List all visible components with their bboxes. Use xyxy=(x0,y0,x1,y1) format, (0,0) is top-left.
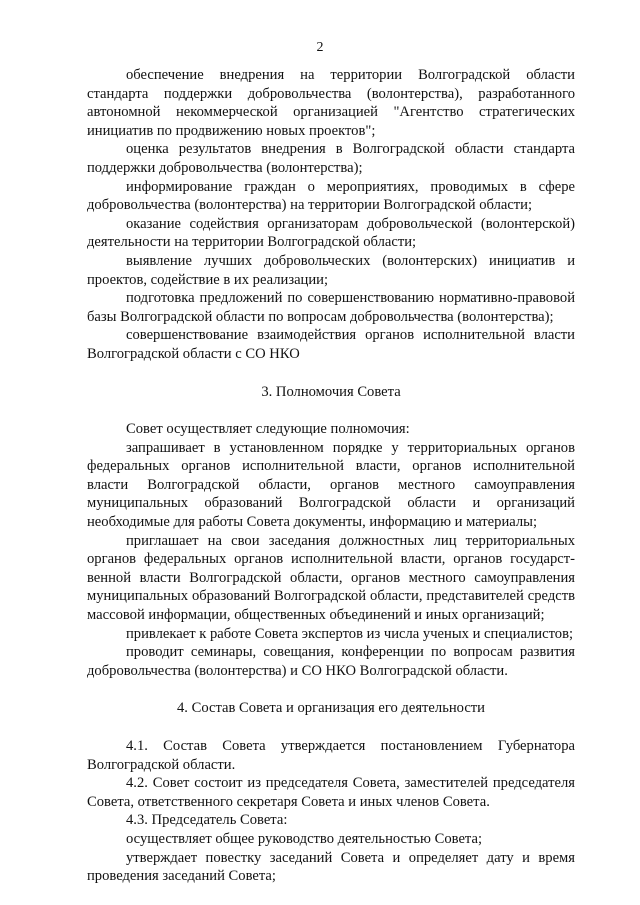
paragraph-intro-7: совершенствование взаимодействия органов исполнительной власти Волгоградской области с СО НКО xyxy=(87,327,575,362)
paragraph-intro-3: информирование граждан о мероприятиях, проводимых в сфере добровольчества (волонтерства) на территории Волгоградской области; xyxy=(87,178,575,214)
section-4-heading: 4. Состав Совета и организация его деятельности xyxy=(177,700,485,717)
section-3-heading: 3. Полномочия Совета xyxy=(261,383,401,400)
paragraph-intro-2: оценка результатов внедрения в Волгоградской области стандарта поддержки добровольчества (волонтерства); xyxy=(87,141,575,176)
paragraph-intro-6: подготовка предложений по совершенствованию нормативно-правовой базы Волгоградской области по вопросам добровольчества (волонтерства); xyxy=(87,290,575,325)
paragraph-intro-5: выявление лучших добровольческих (волонтерских) инициатив и проектов, содействие в их реализации; xyxy=(87,252,575,288)
section-4-paragraph-1: 4.1. Состав Совета утверждается постановлением Губернатора Волгоградской области. xyxy=(87,738,575,773)
page-number: 2 xyxy=(316,40,324,55)
section-4-paragraph-5: утверждает повестку заседаний Совета и определяет дату и время проведения заседаний Совета; xyxy=(87,849,575,885)
section-3-paragraph-4: привлекает к работе Совета экспертов из числа ученых и специалистов; xyxy=(126,625,574,642)
section-3-paragraph-3: приглашает на свои заседания должностных лиц территориальных органов федеральных органов исполнительной власти, органов государст-венной власти Волгоградской области, органов местного самоуправления муниципальных образований Волгоградской области, представителей средств массовой информации, общественных объединений и иных организаций; xyxy=(87,532,575,624)
section-4-paragraph-3: 4.3. Председатель Совета: xyxy=(126,812,288,829)
document-body xyxy=(87,66,575,886)
paragraph-intro-1: обеспечение внедрения на территории Волгоградской области стандарта поддержки добровольчества (волонтерства), разработанного автономной некоммерческой организацией "Агентство стратегических инициатив по продвижению новых проектов"; xyxy=(87,67,575,139)
section-4-paragraph-2: 4.2. Совет состоит из председателя Совета, заместителей председателя Совета, ответственного секретаря Совета и иных членов Совета. xyxy=(87,775,575,810)
paragraph-intro-4: оказание содействия организаторам добровольческой (волонтерской) деятельности на территории Волгоградской области; xyxy=(87,215,575,251)
section-3-paragraph-1: Совет осуществляет следующие полномочия: xyxy=(126,421,410,438)
section-4-paragraph-4: осуществляет общее руководство деятельностью Совета; xyxy=(126,830,483,847)
section-3-paragraph-5: проводит семинары, совещания, конференции по вопросам развития добровольчества (волонтерства) и СО НКО Волгоградской области. xyxy=(87,644,575,679)
section-3-paragraph-2: запрашивает в установленном порядке у территориальных органов федеральных органов исполнительной власти, органов исполнительной власти Волгоградской области, органов местного самоуправления муниципальных образований Волгоградской области и организаций необходимые для работы Совета документы, информацию и материалы; xyxy=(87,439,575,531)
